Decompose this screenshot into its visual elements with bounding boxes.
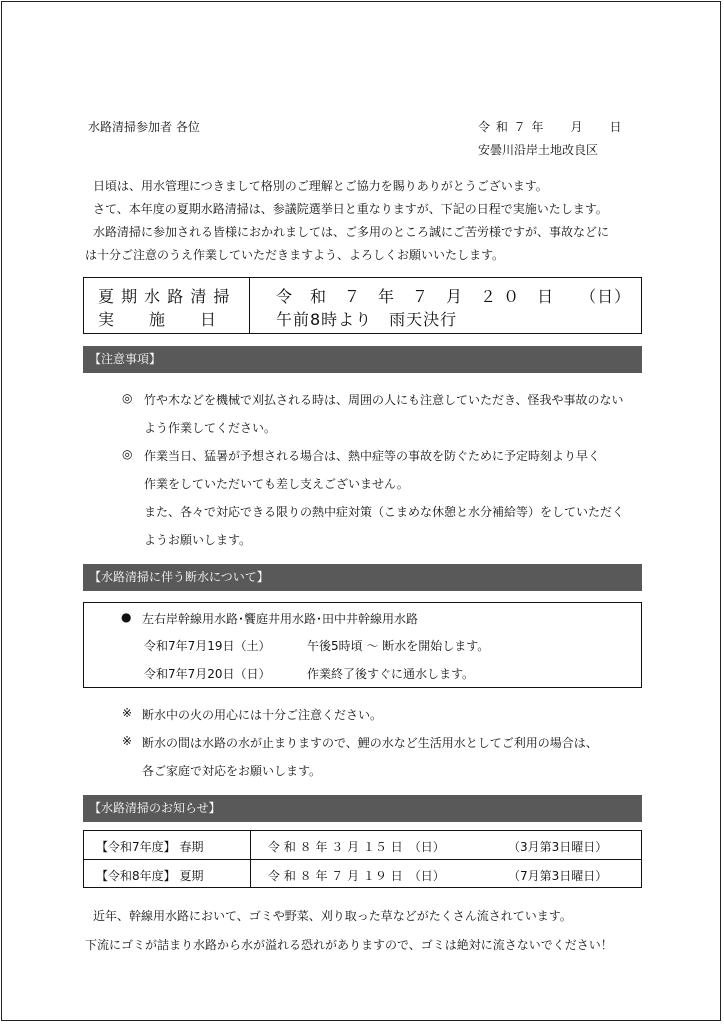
- intro-line-3: 水路清掃に参加される皆様におかれましては、ご多用のところ誠にご苦労様ですが、事故などに: [93, 225, 610, 239]
- water-cut-channels: 左右岸幹線用水路･饗庭井用水路･田中井幹線用水路: [142, 612, 419, 626]
- notice-row2-week: （7月第3日曜日）: [508, 869, 608, 883]
- footer-line-1: 近年、幹線用水路において、ゴミや野菜、刈り取った草などがたくさん流されています。: [93, 909, 572, 923]
- notes-item2-line2: 作業をしていただいても差し支えございません。: [144, 477, 409, 491]
- schedule-label-event: 夏 期 水 路 清 掃: [98, 287, 231, 306]
- schedule-date: 令 和 ７ 年 ７ 月 ２ ０ 日 （日）: [276, 287, 632, 306]
- water-cut-row1-date: 令和7年7月19日（土）: [144, 639, 271, 653]
- water-cut-mark-2: ※: [122, 734, 133, 748]
- schedule-box: [83, 277, 642, 334]
- notes-item1-line1: 竹や木などを機械で刈払される時は、周囲の人にも注意していただき、怪我や事故のない: [144, 393, 624, 407]
- water-cut-row1-text: 午後5時頃 ～ 断水を開始します。: [307, 639, 490, 653]
- intro-line-2: さて、本年度の夏期水路清掃は、参議院選挙日と重なりますが、下記の日程で実施いたします。: [93, 202, 608, 216]
- notice-table: [83, 830, 642, 888]
- intro-line-4: は十分ご注意のうえ作業していただきますよう、よろしくお願いいたします。: [85, 248, 505, 262]
- water-cut-note1: 断水中の火の用心には十分ご注意ください。: [142, 708, 383, 722]
- document-date: 令 和 ７ 年 月 日: [478, 120, 623, 134]
- notice-row1-year: 【令和7年度】 春期: [96, 840, 204, 854]
- water-cut-mark-1: ※: [122, 706, 133, 720]
- notice-row1-week: （3月第3日曜日）: [508, 840, 608, 854]
- notes-item2-line1: 作業当日、猛暑が予想される場合は、熱中症等の事故を防ぐために予定時刻より早く: [144, 449, 601, 463]
- schedule-time: 午前8時より 雨天決行: [276, 310, 458, 329]
- water-cut-note2-line1: 断水の間は水路の水が止まりますので、鯉の水など生活用水としてご利用の場合は、: [142, 736, 598, 750]
- intro-line-1: 日頃は、用水管理につきまして格別のご理解とご協力を賜りありがとうございます。: [93, 179, 548, 193]
- water-cut-heading: 【水路清掃に伴う断水について】: [83, 564, 642, 591]
- schedule-label-date: 実 施 日: [98, 310, 218, 329]
- notice-row2-year: 【令和8年度】 夏期: [96, 869, 204, 883]
- addressee: 水路清掃参加者 各位: [88, 120, 200, 134]
- notes-heading: 【注意事項】: [83, 346, 642, 373]
- water-cut-row2-date: 令和7年7月20日（日）: [144, 667, 271, 681]
- water-cut-box: [83, 602, 642, 688]
- notes-item2-line3: また、各々で対応できる限りの熱中症対策（こまめな休憩と水分補給等）をしていただく: [144, 505, 625, 519]
- water-cut-note2-line2: 各ご家庭で対応をお願いします。: [142, 764, 322, 778]
- notice-table-row-divider: [84, 859, 641, 860]
- water-cut-row2-text: 作業終了後すぐに通水します。: [307, 667, 475, 681]
- organization-name: 安曇川沿岸土地改良区: [478, 143, 599, 157]
- footer-line-2: 下流にゴミが詰まり水路から水が溢れる恐れがありますので、ゴミは絶対に流さないでください！: [85, 938, 613, 952]
- notice-row1-date: 令 和 ８ 年 ３ 月 １５ 日 （日）: [268, 840, 445, 854]
- bullet-icon: ●: [121, 610, 132, 624]
- notice-row2-date: 令 和 ８ 年 ７ 月 １９ 日 （日）: [268, 869, 445, 883]
- notes-item2-line4: ようお願いします。: [144, 533, 252, 547]
- notes-mark-2: ◎: [122, 447, 133, 461]
- notes-mark-1: ◎: [122, 391, 133, 405]
- notes-item1-line2: よう作業してください。: [144, 421, 277, 435]
- notice-heading: 【水路清掃のお知らせ】: [83, 795, 642, 822]
- schedule-divider: [249, 278, 250, 333]
